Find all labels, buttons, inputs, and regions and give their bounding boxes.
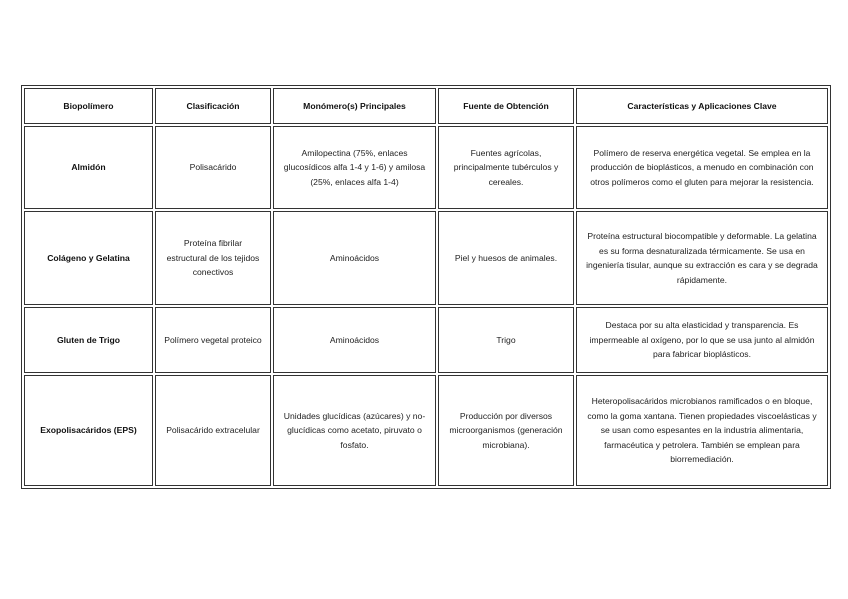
biopolymer-table [21,85,831,489]
cell-monomeros: Aminoácidos [273,307,436,373]
cell-caracteristicas: Destaca por su alta elasticidad y transparencia. Es impermeable al oxígeno, por lo que se usa junto al almidón para fabricar bioplásticos. [576,307,828,373]
header-monomeros: Monómero(s) Principales [273,88,436,124]
table-row [24,126,828,209]
cell-fuente: Piel y huesos de animales. [438,211,574,305]
cell-caracteristicas: Proteína estructural biocompatible y deformable. La gelatina es su forma desnaturalizada térmicamente. Se usa en ingeniería tisular, aunque su extracción es cara y se degrada rápidamente. [576,211,828,305]
table-row [24,211,828,305]
table-header-row [24,88,828,124]
header-clasificacion: Clasificación [155,88,271,124]
table-row [24,307,828,373]
cell-fuente: Fuentes agrícolas, principalmente tubérculos y cereales. [438,126,574,209]
cell-biopolimero: Almidón [24,126,153,209]
cell-monomeros: Aminoácidos [273,211,436,305]
header-fuente: Fuente de Obtención [438,88,574,124]
cell-biopolimero: Colágeno y Gelatina [24,211,153,305]
cell-caracteristicas: Heteropolisacáridos microbianos ramificados o en bloque, como la goma xantana. Tienen propiedades viscoelásticas y se usan como espesantes en la industria alimentaria, farmacéutica y petrolera. También se emplean para biorremediación. [576,375,828,486]
cell-biopolimero: Exopolisacáridos (EPS) [24,375,153,486]
cell-fuente: Trigo [438,307,574,373]
table-row [24,375,828,486]
cell-monomeros: Amilopectina (75%, enlaces glucosídicos alfa 1-4 y 1-6) y amilosa (25%, enlaces alfa 1-4) [273,126,436,209]
cell-monomeros: Unidades glucídicas (azúcares) y no-glucídicas como acetato, piruvato o fosfato. [273,375,436,486]
cell-biopolimero: Gluten de Trigo [24,307,153,373]
cell-caracteristicas: Polímero de reserva energética vegetal. Se emplea en la producción de bioplásticos, a menudo en combinación con otros polímeros como el gluten para mejorar la resistencia. [576,126,828,209]
cell-clasificacion: Polisacárido [155,126,271,209]
cell-clasificacion: Proteína fibrilar estructural de los tejidos conectivos [155,211,271,305]
header-caracteristicas: Características y Aplicaciones Clave [576,88,828,124]
cell-clasificacion: Polisacárido extracelular [155,375,271,486]
header-biopolimero: Biopolímero [24,88,153,124]
cell-fuente: Producción por diversos microorganismos (generación microbiana). [438,375,574,486]
cell-clasificacion: Polímero vegetal proteico [155,307,271,373]
